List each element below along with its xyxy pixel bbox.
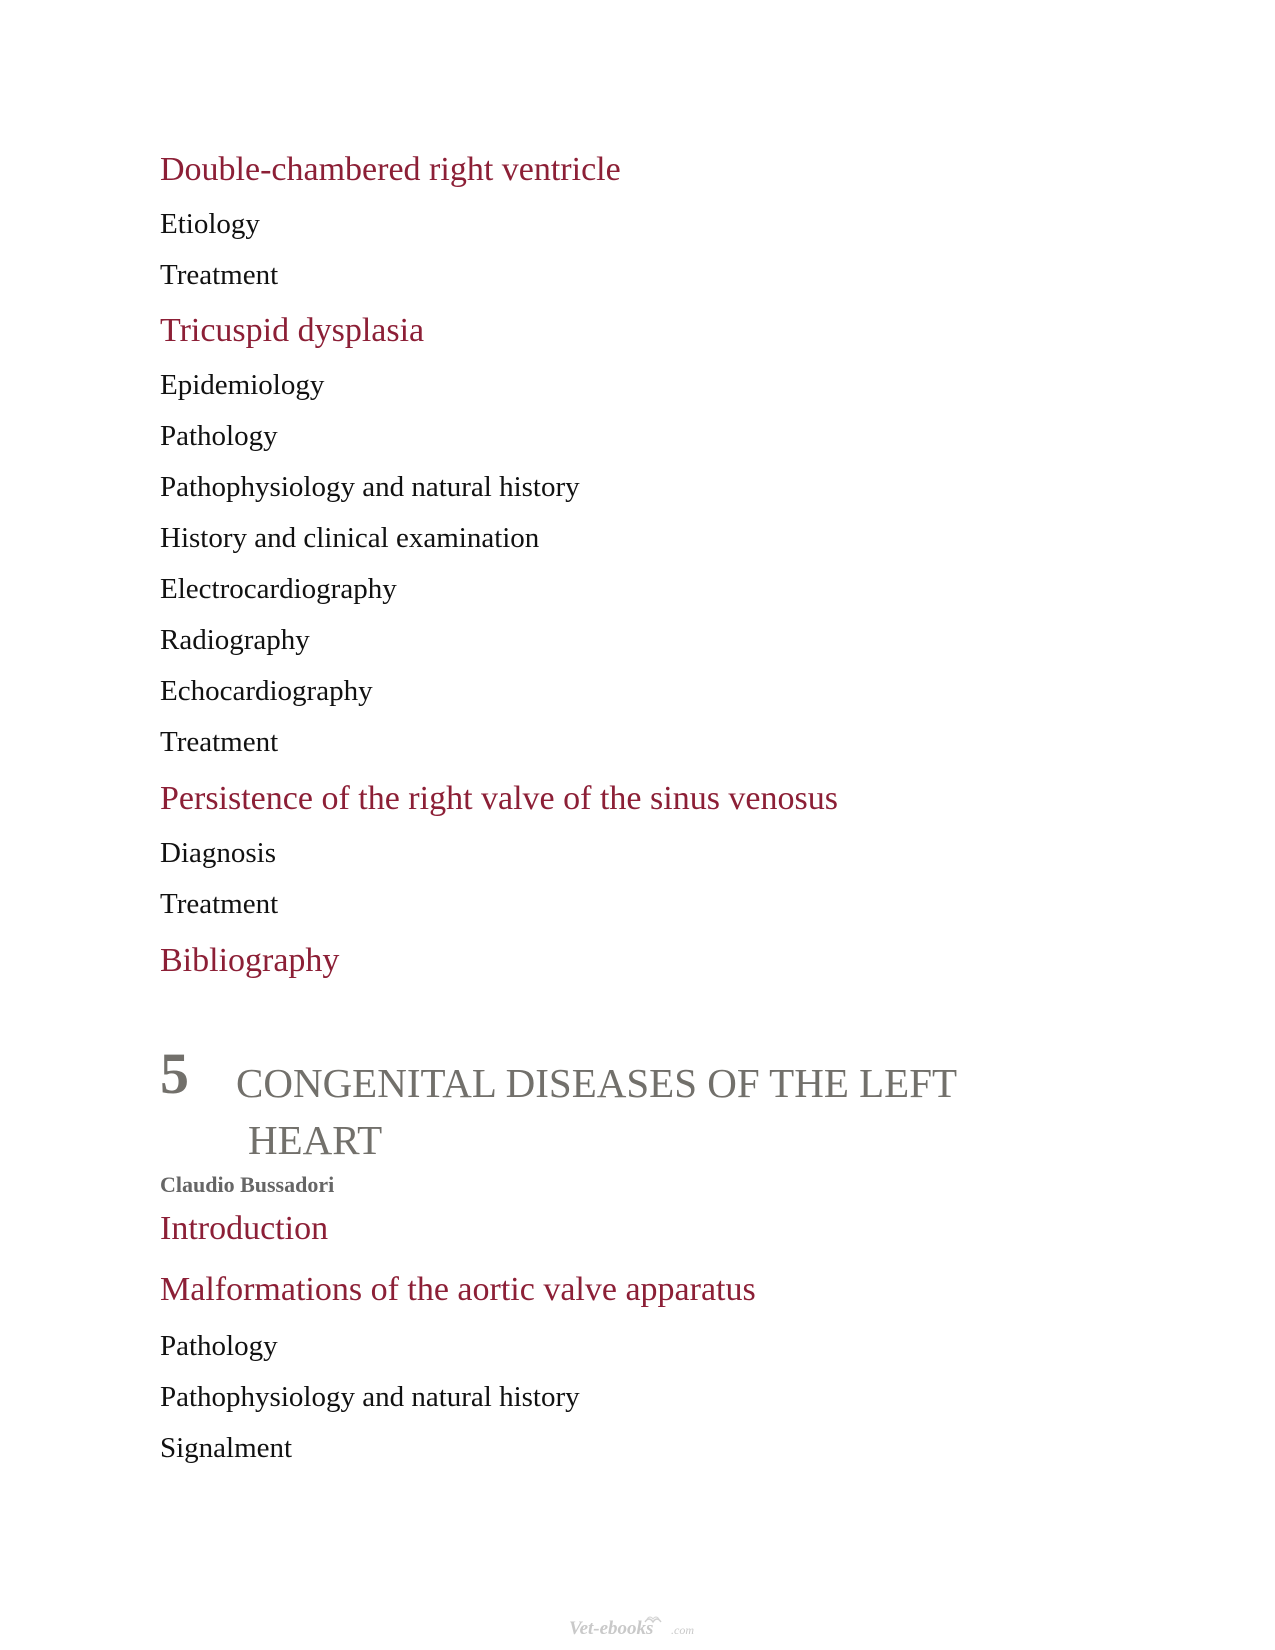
toc-item-pathophysiology[interactable]: Pathophysiology and natural history bbox=[160, 1381, 580, 1413]
toc-item-history-clinical-examination[interactable]: History and clinical examination bbox=[160, 522, 540, 554]
toc-item-pathology[interactable]: Pathology bbox=[160, 420, 278, 452]
toc-heading-tricuspid-dysplasia[interactable]: Tricuspid dysplasia bbox=[160, 312, 425, 349]
toc-item-signalment[interactable]: Signalment bbox=[160, 1432, 293, 1464]
toc-item-echocardiography[interactable]: Echocardiography bbox=[160, 675, 373, 707]
toc-item-radiography[interactable]: Radiography bbox=[160, 624, 310, 656]
toc-heading-persistence-right-valve[interactable]: Persistence of the right valve of the sinus venosus bbox=[160, 780, 838, 817]
toc-heading-double-chambered-right-ventricle[interactable]: Double-chambered right ventricle bbox=[160, 151, 621, 188]
toc-heading-aortic-valve-malformations[interactable]: Malformations of the aortic valve apparatus bbox=[160, 1271, 756, 1308]
toc-heading-bibliography[interactable]: Bibliography bbox=[160, 942, 340, 979]
toc-item-diagnosis[interactable]: Diagnosis bbox=[160, 837, 276, 869]
toc-item-treatment[interactable]: Treatment bbox=[160, 888, 279, 920]
toc-item-etiology[interactable]: Etiology bbox=[160, 208, 260, 240]
chapter-title-continued[interactable]: HEART bbox=[248, 1117, 383, 1163]
chapter-title[interactable]: CONGENITAL DISEASES OF THE LEFT bbox=[236, 1060, 958, 1106]
chapter-author: Claudio Bussadori bbox=[160, 1172, 335, 1197]
toc-item-electrocardiography[interactable]: Electrocardiography bbox=[160, 573, 397, 605]
watermark-logo bbox=[567, 1612, 713, 1640]
svg-text:.com: .com bbox=[671, 1623, 694, 1637]
toc-heading-introduction[interactable]: Introduction bbox=[160, 1210, 329, 1247]
svg-text:Vet-ebooks: Vet-ebooks bbox=[569, 1618, 654, 1639]
toc-item-treatment[interactable]: Treatment bbox=[160, 726, 279, 758]
toc-item-treatment[interactable]: Treatment bbox=[160, 259, 279, 291]
toc-item-epidemiology[interactable]: Epidemiology bbox=[160, 369, 325, 401]
toc-item-pathology[interactable]: Pathology bbox=[160, 1330, 278, 1362]
toc-item-pathophysiology[interactable]: Pathophysiology and natural history bbox=[160, 471, 580, 503]
chapter-number: 5 bbox=[160, 1041, 189, 1106]
